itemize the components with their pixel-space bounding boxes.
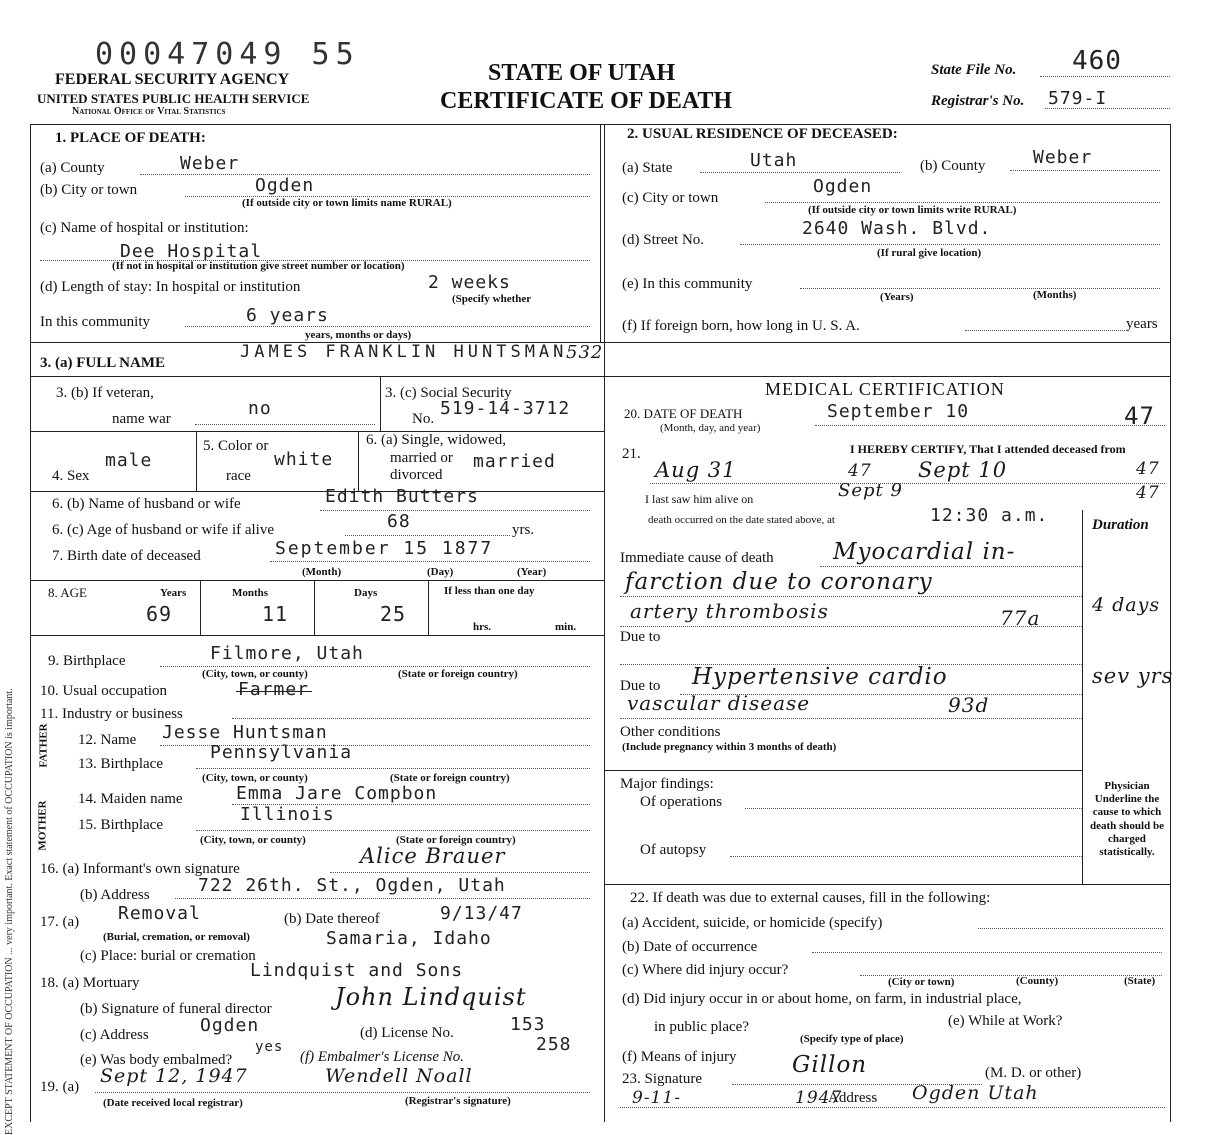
embalmed-label: (e) Was body embalmed? [80,1052,233,1068]
father-birthplace: Pennsylvania [210,742,353,763]
external-d1: (d) Did injury occur in or about home, on farm, in industrial place, [622,991,1022,1007]
res-community-label: (e) In this community [622,276,753,292]
dot [330,872,590,873]
age-min: min. [555,621,577,633]
due-to-label2: Due to [620,678,661,694]
reg-line [1045,108,1170,109]
dot [700,172,900,173]
sex-divider1 [196,431,197,491]
mortuary: Lindquist and Sons [250,960,464,981]
marital-label2: married or [390,450,453,466]
mortuary-address: Ogden [200,1015,260,1036]
license-number: 153 [510,1014,546,1035]
f-bp-note1: (City, town, or county) [202,772,308,784]
external-f: (f) Means of injury [622,1049,737,1065]
dot [978,928,1163,929]
external-d-note: (Specify type of place) [800,1033,904,1045]
birth-label: 7. Birth date of deceased [52,548,201,564]
cause-line2: farction due to coronary [625,569,933,595]
res-street-note: (If rural give location) [877,247,982,259]
signature-address: Ogden Utah [912,1082,1039,1104]
major-label: Major findings: [620,776,714,792]
dot [270,561,590,562]
line-name-bottom [30,376,1170,377]
dot [140,174,590,175]
birth-day-l: (Day) [427,566,454,578]
dot [160,666,590,667]
date-of-death-year: 47 [1124,402,1155,430]
external-b: (b) Date of occurrence [622,939,758,955]
time-of-death: 12:30 a.m. [930,505,1049,526]
dot [765,202,1160,203]
place-heading: 1. PLACE OF DEATH: [55,130,206,146]
war-label: name war [112,411,171,427]
dot [95,1092,590,1093]
disposition: Removal [118,903,201,924]
embalmed-value: yes [255,1039,284,1055]
dot [345,535,510,536]
dot [740,244,1160,245]
birthplace: Filmore, Utah [210,643,364,664]
spouse-name: Edith Butters [325,486,479,507]
bp-note2: (State or foreign country) [398,668,518,680]
signature-label: 23. Signature [622,1071,702,1087]
full-name: JAMES FRANKLIN HUNTSMAN [240,342,568,362]
father-tag: FATHER [37,723,50,768]
line-med-bottom [604,770,1082,771]
place-burial-label: (c) Place: burial or cremation [80,948,256,964]
office-name: National Office of Vital Statistics [72,106,226,117]
signature-year: 1947 [795,1088,843,1108]
full-name-label: 3. (a) FULL NAME [40,355,165,371]
place-county: Weber [180,153,240,174]
place-hosp-note: (If not in hospital or institution give street number or location) [112,260,405,272]
father-name-label: 12. Name [78,732,137,748]
m-bp-note2: (State or foreign country) [396,834,516,846]
physician-signature: Gillon [792,1052,868,1078]
registrar-number: 579-I [1048,88,1108,109]
birth-date: September 15 1877 [275,538,494,559]
side-note: EXCEPT STATEMENT OF OCCUPATION ... very important. Exact statement of OCCUPATION is important. [4,688,15,1135]
cause-code2: 93d [948,693,990,717]
place-city: Ogden [255,175,315,196]
m-bp-note1: (City, town, or county) [200,834,306,846]
age-days: 25 [380,602,407,626]
spouse-age-label: 6. (c) Age of husband or wife if alive [52,522,275,538]
sex-label: 4. Sex [52,468,90,484]
mother-name-label: 14. Maiden name [78,791,183,807]
dot [175,898,590,899]
duration-divider [1082,510,1083,884]
attended-year1: 47 [848,461,872,481]
place-hosp-label: (c) Name of hospital or institution: [40,220,249,236]
veteran-label: 3. (b) If veteran, [56,385,154,401]
res-street: 2640 Wash. Blvd. [802,218,992,239]
dot [815,425,1165,426]
line-age-top [30,580,604,581]
n21: 21. [622,446,641,462]
center-divider [604,124,605,1122]
occurred-text: death occurred on the date stated above, at [648,514,835,526]
industry-label: 11. Industry or business [40,706,183,722]
res-foreign-label: (f) If foreign born, how long in U. S. A. [622,318,860,334]
other-note: (Include pregnancy within 3 months of death) [622,741,837,753]
yrs-label: yrs. [512,522,535,538]
res-state: Utah [750,150,798,171]
last-saw-date: Sept 9 [838,480,903,501]
duration-heading: Duration [1092,517,1149,533]
color-label: 5. Color or [203,438,269,454]
external-e: (e) While at Work? [948,1013,1063,1029]
dot [320,510,590,511]
line-age-bottom [30,635,604,636]
mortuary-address-label: (c) Address [80,1027,149,1043]
dot [195,424,375,425]
mortuary-label: 18. (a) Mortuary [40,975,140,991]
external-a: (a) Accident, suicide, or homicide (specify) [622,915,883,931]
birth-year-l: (Year) [517,566,547,578]
dot [196,830,590,831]
state-file-number: 460 [1072,46,1122,76]
medical-heading: MEDICAL CERTIFICATION [765,379,1005,399]
serial-number: 00047049 55 [95,37,360,72]
mother-tag: MOTHER [36,800,49,851]
dod-note: (Month, day, and year) [660,422,761,434]
f-bp-note2: (State or foreign country) [390,772,510,784]
age-less-h: If less than one day [444,585,535,597]
dot [620,718,1082,719]
father-name: Jesse Huntsman [162,722,328,743]
received-date: Sept 12, 1947 [100,1065,248,1087]
attended-from: Aug 31 [655,458,737,482]
marital-label: 6. (a) Single, widowed, [366,432,506,448]
age-hrs: hrs. [473,621,492,633]
cause-line3: artery thrombosis [630,599,829,623]
embalmer-license-label: (f) Embalmer's License No. [300,1049,465,1065]
state-heading: STATE OF UTAH [488,60,676,86]
external-c-state: (State) [1124,975,1156,987]
dot [620,626,1082,627]
place-stay: 2 weeks [428,272,511,293]
autopsy-label: Of autopsy [640,842,707,858]
date-thereof-label: (b) Date thereof [284,911,380,927]
dot [650,483,1165,484]
dot [730,856,1082,857]
dot [185,326,590,327]
duration2: sev yrs [1092,664,1174,688]
physician-note: Physician Underline the cause to which death should be charged statistically. [1090,780,1164,858]
frame-right [1170,124,1171,1122]
dot [232,718,590,719]
dod-label: 20. DATE OF DEATH [624,406,743,421]
external-d2: in public place? [654,1019,749,1035]
veteran-value: no [248,398,272,419]
place-stay-label: (d) Length of stay: In hospital or institution [40,279,301,295]
state-file-label: State File No. [931,62,1017,78]
informant-address: 722 26th. St., Ogden, Utah [198,875,506,896]
res-city-label: (c) City or town [622,190,719,206]
date-of-death: September 10 [827,401,970,422]
res-years-label: (Years) [880,291,914,303]
dot [620,596,1082,597]
line-vet [30,431,604,432]
age-months: 11 [262,602,289,626]
occupation-strike [236,691,312,692]
registrar-label-19: 19. (a) [40,1079,80,1095]
age-years-h: Years [160,587,187,599]
res-county-label: (b) County [920,158,986,174]
disposition-label: 17. (a) [40,914,80,930]
spouse-age: 68 [387,511,411,532]
occupation: Farmer [238,679,310,700]
place-stay-note: (Specify whether [452,293,532,305]
cause-line1: Myocardial in- [833,539,1016,565]
mother-birthplace: Illinois [240,804,335,825]
registrar-signature: Wendell Noall [325,1065,473,1087]
vet-divider [380,376,381,431]
external-c-city: (City or town) [888,976,955,988]
certify-text: I HEREBY CERTIFY, That I attended deceased from [850,442,1126,456]
informant-label: 16. (a) Informant's own signature [40,861,240,877]
mother-bp-label: 15. Birthplace [78,817,163,833]
due-to-label1: Due to [620,629,661,645]
race-label: race [226,468,251,484]
bp-note1: (City, town, or county) [202,668,308,680]
age-days-h: Days [354,587,378,599]
place-county-label: (a) County [40,160,105,176]
attended-year2: 47 [1136,459,1160,479]
cause-line4: Hypertensive cardio [692,664,948,690]
duration1: 4 days [1092,594,1161,616]
attended-to: Sept 10 [918,458,1008,482]
signature-date: 9-11- [632,1088,681,1108]
father-bp-label: 13. Birthplace [78,756,163,772]
place-community-note: years, months or days) [305,329,412,341]
certificate-title: CERTIFICATE OF DEATH [440,88,733,114]
place-community: 6 years [246,305,329,326]
dot [812,952,1162,953]
dot [745,808,1082,809]
marital-label3: divorced [390,467,443,483]
external-c-county: (County) [1016,975,1059,987]
ss-number: 519-14-3712 [440,398,571,419]
cause-line5: vascular disease [627,691,811,715]
burial-place: Samaria, Idaho [326,928,492,949]
age-years: 69 [146,602,173,626]
res-state-label: (a) State [622,160,673,176]
operations-label: Of operations [640,794,723,810]
race-value: white [274,449,334,470]
marital-value: married [473,451,556,472]
informant-signature: Alice Brauer [360,844,506,868]
res-county: Weber [1033,147,1093,168]
dot [800,288,1160,289]
cause-code1: 77a [1000,606,1041,630]
age-label: 8. AGE [48,585,87,600]
external-c: (c) Where did injury occur? [622,962,789,978]
place-city-label: (b) City or town [40,182,138,198]
director-signature: John Lindquist [335,983,527,1011]
name-mark: 532 [566,342,604,363]
date-thereof: 9/13/47 [440,903,523,924]
ss-label: 3. (c) Social Security [385,385,512,401]
line-sex [30,491,604,492]
file-line [1040,76,1170,77]
immediate-label: Immediate cause of death [620,550,774,566]
mother-name: Emma Jare Compbon [236,783,438,804]
occupation-label: 10. Usual occupation [40,683,168,699]
place-hospital: Dee Hospital [120,241,263,262]
left-box-divider [600,124,601,342]
birthplace-label: 9. Birthplace [48,653,126,669]
disposition-note: (Burial, cremation, or removal) [103,931,250,943]
residence-heading: 2. USUAL RESIDENCE OF DECEASED: [627,126,898,142]
md-label: (M. D. or other) [985,1065,1082,1081]
res-foreign-years: years [1126,316,1158,332]
sex-divider2 [358,431,359,491]
license-label: (d) License No. [360,1025,454,1041]
age-div2 [314,580,315,635]
service-name: UNITED STATES PUBLIC HEALTH SERVICE [37,91,310,106]
dot [620,1107,1165,1108]
frame-left [30,124,31,1122]
dot [196,768,590,769]
last-saw-year: 47 [1136,483,1160,503]
received-note: (Date received local registrar) [103,1097,243,1109]
dot [820,566,1082,567]
res-city-note: (If outside city or town limits write RURAL) [808,204,1017,216]
dot [1010,170,1160,171]
sex-value: male [105,450,153,471]
place-community-label: In this community [40,314,150,330]
agency-name: FEDERAL SECURITY AGENCY [55,71,290,88]
external-heading: 22. If death was due to external causes, fill in the following: [630,890,991,906]
registrar-label: Registrar's No. [931,93,1025,109]
res-street-label: (d) Street No. [622,232,705,248]
dot [965,330,1125,331]
other-label: Other conditions [620,724,721,740]
director-label: (b) Signature of funeral director [80,1001,272,1017]
res-months-label: (Months) [1033,289,1077,301]
place-city-note: (If outside city or town limits name RURAL) [242,197,452,209]
registrar-note: (Registrar's signature) [405,1095,511,1107]
ss-no-label: No. [412,411,435,427]
res-city: Ogden [813,176,873,197]
age-months-h: Months [232,587,269,599]
embalmer-license: 258 [536,1034,572,1055]
line-ext-top [604,884,1170,885]
birth-month-l: (Month) [302,566,342,578]
age-div1 [200,580,201,635]
signature-address-label: Address [828,1090,878,1106]
address-label: (b) Address [80,887,150,903]
age-div3 [428,580,429,635]
spouse-label: 6. (b) Name of husband or wife [52,496,241,512]
last-saw-text: I last saw him alive on [645,492,754,506]
